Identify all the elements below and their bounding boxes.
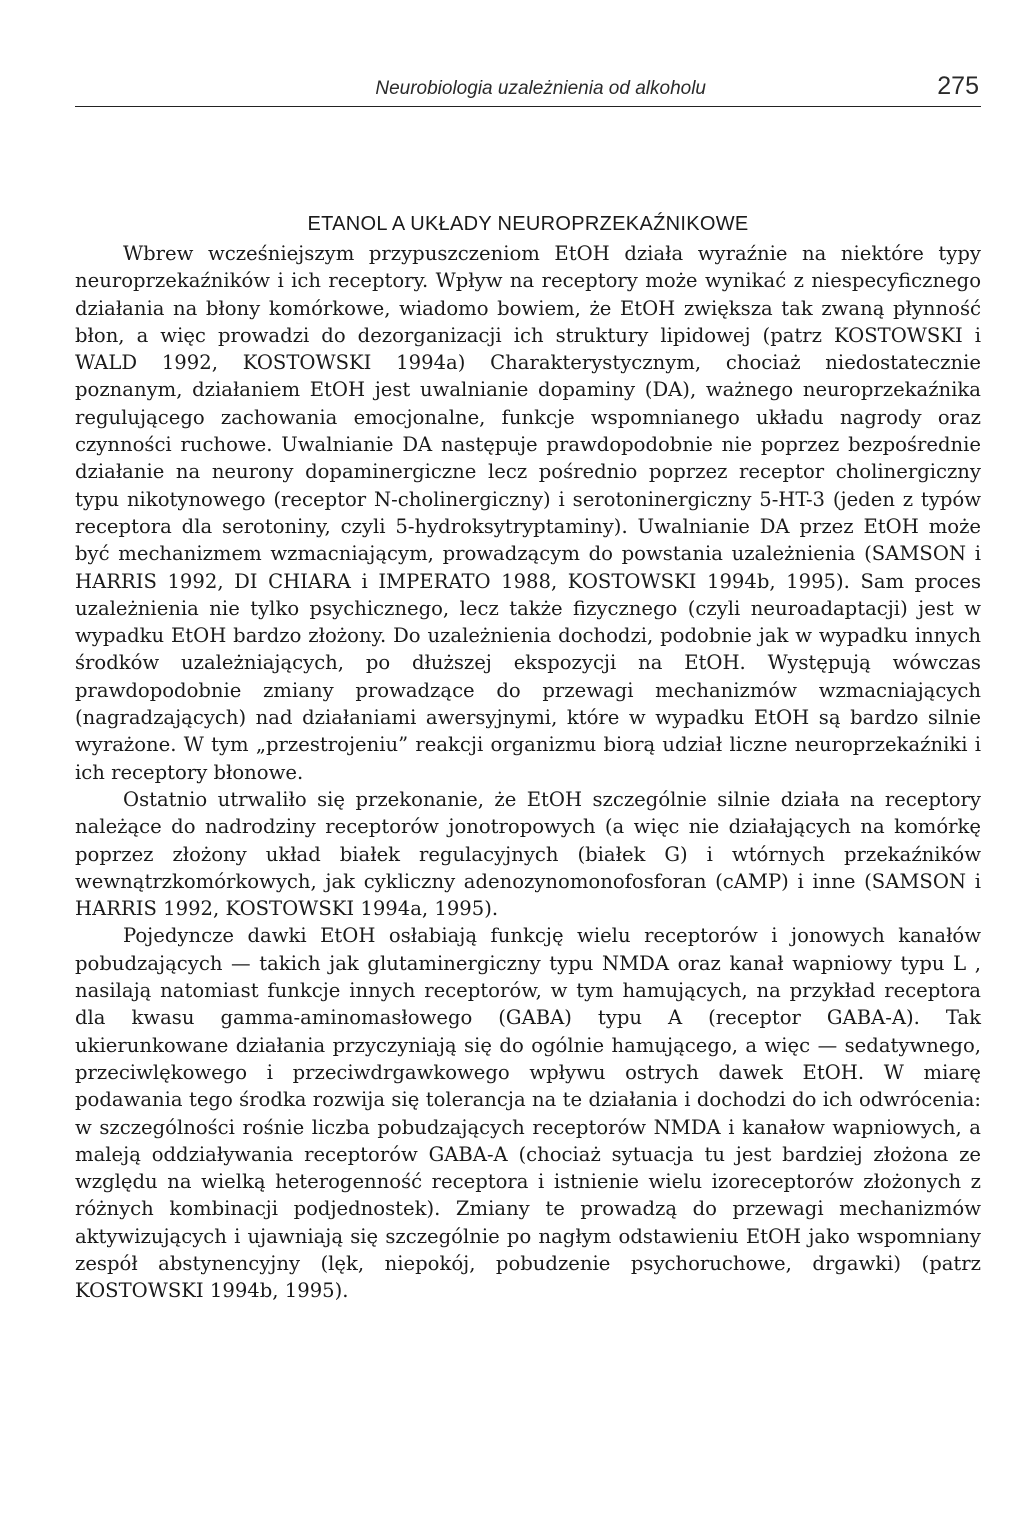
- section-heading: ETANOL A UKŁADY NEUROPRZEKAŹNIKOWE: [307, 213, 749, 235]
- page-number: 275: [937, 72, 979, 100]
- running-title: Neurobiologia uzależnienia od alkoholu: [375, 78, 706, 99]
- book-page: [75, 0, 981, 1536]
- paragraph-2: Ostatnio utrwaliło się przekonanie, że EtOH szczególnie silnie działa na receptory należące do nadrodziny receptorów jonotropowych (a więc nie działających na komórkę poprzez złożony układ białek regulacyjnych (białek G) i wtórnych przekaźników wewnątrzkomórkowych, jak cykliczny adenozynomonofosforan (cAMP) i inne (SAMSON i HARRIS 1992, KOSTOWSKI 1994a, 1995).: [75, 787, 981, 921]
- running-header: [75, 74, 981, 107]
- body-text: [75, 240, 981, 1305]
- paragraph-1: Wbrew wcześniejszym przypuszczeniom EtOH działa wyraźnie na niektóre typy neuroprzekaźników i ich receptory. Wpływ na receptory może wynikać z niespecyficznego działania na błony komórkowe, wiadomo bowiem, że EtOH zwiększa tak zwaną płynność błon, a więc prowadzi do dezorganizacji ich struktury lipidowej (patrz KOSTOWSKI i WALD 1992, KOSTOWSKI 1994a) Charakterystycznym, chociaż niedostatecznie poznanym, działaniem EtOH jest uwalnianie dopaminy (DA), ważnego neuroprzekaźnika regulującego zachowania emocjonalne, funkcje wspomnianego układu nagrody oraz czynności ruchowe. Uwalnianie DA następuje prawdopodobnie nie poprzez bezpośrednie działanie na neurony dopaminergiczne lecz pośrednio poprzez receptor cholinergiczny typu nikotynowego (receptor N-cholinergiczny) i serotoninergiczny 5-HT-3 (jeden z typów receptora dla serotoniny, czyli 5-hydroksytryptaminy). Uwalnianie DA przez EtOH może być mechanizmem wzmacniającym, prowadzącym do powstania uzależnienia (SAMSON i HARRIS 1992, DI CHIARA i IMPERATO 1988, KOSTOWSKI 1994b, 1995). Sam proces uzależnienia nie tylko psychicznego, lecz także fizycznego (czyli neuroadaptacji) jest w wypadku EtOH bardzo złożony. Do uzależnienia dochodzi, podobnie jak w wypadku innych środków uzależniających, po dłuższej ekspozycji na EtOH. Występują wówczas prawdopodobnie zmiany prowadzące do przewagi mechanizmów wzmacniających (nagradzających) nad działaniami awersyjnymi, które w wypadku EtOH są bardzo silnie wyrażone. W tym „przestrojeniu” reakcji organizmu biorą udział liczne neuroprzekaźniki i ich receptory błonowe.: [75, 242, 981, 784]
- paragraph-3: Pojedyncze dawki EtOH osłabiają funkcję wielu receptorów i jonowych kanałów pobudzających — takich jak glutaminergiczny typu NMDA oraz kanał wapniowy typu L , nasilają natomiast funkcje innych receptorów, w tym hamujących, na przykład receptora dla kwasu gamma-aminomasłowego (GABA) typu A (receptor GABA-A). Tak ukierunkowane działania przyczyniają się do ogólnie hamującego, a więc — sedatywnego, przeciwlękowego i przeciwdrgawkowego wpływu ostrych dawek EtOH. W miarę podawania tego środka rozwija się tolerancja na te działania i dochodzi do ich odwrócenia: w szczególności rośnie liczba pobudzających receptorów NMDA i kanałow wapniowych, a maleją oddziaływania receptorów GABA-A (chociaż sytuacja tu jest bardziej złożona ze względu na wielką heterogenność receptora i istnienie wielu izoreceptorów złożonych z różnych kombinacji podjednostek). Zmiany te prowadzą do przewagi mechanizmów aktywizujących i ujawniają się szczególnie po nagłym odstawieniu EtOH jako wspomniany zespół abstynencyjny (lęk, niepokój, pobudzenie psychoruchowe, drgawki) (patrz KOSTOWSKI 1994b, 1995).: [75, 924, 981, 1303]
